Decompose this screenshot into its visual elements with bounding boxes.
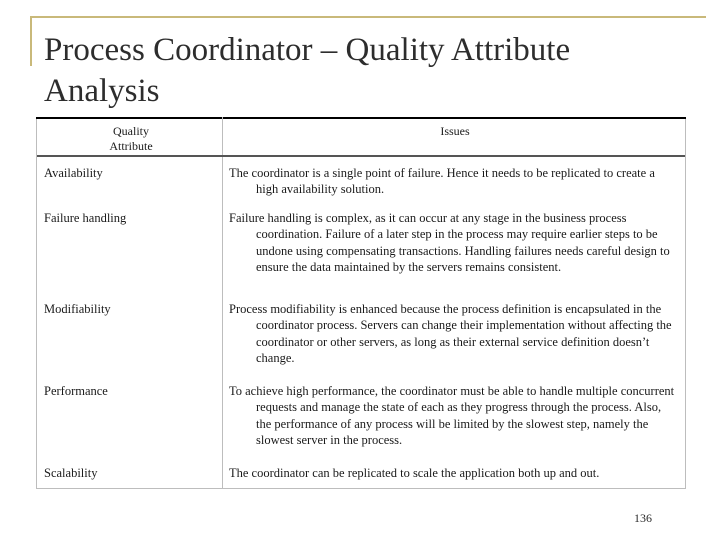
attribute-cell: Availability bbox=[44, 166, 103, 180]
quality-attribute-table bbox=[36, 117, 686, 489]
page-number: 136 bbox=[634, 511, 652, 525]
attribute-cell: Failure handling bbox=[44, 211, 127, 225]
slide-title: Process Coordinator – Quality Attribute Analysis bbox=[44, 32, 571, 109]
issue-cell: Failure handling is complex, as it can occur at any stage in the business process coordination. Failure of a later step in the process may require earlier steps to be undone using compensating transactions. Handling failures needs careful design to ensure the data maintained by the servers remains consistent. bbox=[229, 211, 670, 275]
issue-cell: To achieve high performance, the coordinator must be able to handle multiple concurrent requests and manage the state of each as they progress through the process. Also, the performance of any process will be limited by the slowest step, namely the slowest server in the process. bbox=[229, 384, 675, 448]
attribute-cell: Scalability bbox=[44, 466, 98, 480]
issue-cell: The coordinator is a single point of failure. Hence it needs to be replicated to create a high availability solution. bbox=[229, 166, 655, 197]
top-decorative-rule bbox=[30, 16, 706, 18]
column-divider bbox=[222, 117, 223, 488]
header-issues: Issues bbox=[440, 124, 470, 138]
issue-cell: The coordinator can be replicated to scale the application both up and out. bbox=[229, 466, 600, 480]
attribute-cell: Performance bbox=[44, 384, 108, 398]
attribute-cell: Modifiability bbox=[44, 302, 111, 316]
issue-cell: Process modifiability is enhanced because the process definition is encapsulated in the coordinator process. Servers can change their implementation without affecting the coordinator or other servers, as long as their external service definition doesn’t change. bbox=[229, 302, 672, 366]
header-quality-attribute: Quality Attribute bbox=[109, 124, 153, 153]
table-header-row bbox=[37, 119, 685, 157]
left-decorative-rule bbox=[30, 16, 32, 66]
